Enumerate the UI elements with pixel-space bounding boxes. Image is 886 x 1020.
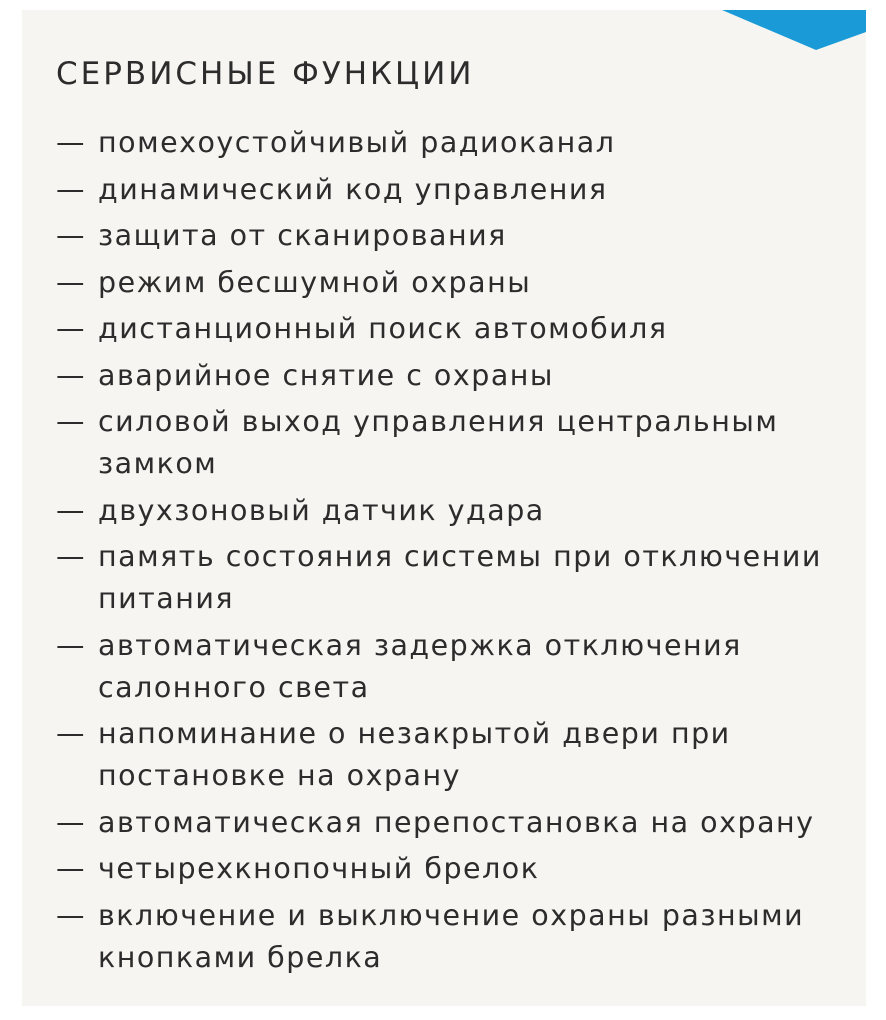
feature-text: напоминание о незакрытой двери при постановке на охрану — [98, 717, 731, 792]
feature-text: режим бесшумной охраны — [98, 265, 532, 299]
feature-text: память состояния системы при отключении питания — [98, 540, 822, 615]
dash-marker: — — [56, 898, 85, 932]
dash-marker: — — [56, 493, 85, 527]
feature-item — [56, 308, 846, 350]
dash-marker: — — [56, 852, 85, 885]
dash-marker: — — [56, 126, 85, 159]
feature-text: автоматическая перепостановка на охрану — [98, 805, 815, 839]
feature-text: аварийное снятие с охраны — [98, 358, 554, 392]
dash-marker: — — [56, 405, 85, 438]
feature-item — [56, 536, 846, 620]
feature-text: четырехкнопочный брелок — [98, 852, 540, 885]
feature-item — [56, 262, 846, 304]
feature-item — [56, 401, 846, 485]
blue-corner-decoration — [722, 10, 866, 50]
feature-text: помехоустойчивый радиоканал — [98, 126, 616, 159]
feature-item — [56, 215, 846, 257]
feature-list — [56, 122, 846, 983]
feature-text: двухзоновый датчик удара — [98, 493, 545, 527]
dash-marker: — — [56, 312, 85, 345]
feature-text: силовой выход управления центральным замком — [98, 405, 779, 480]
dash-marker: — — [56, 805, 85, 839]
dash-marker: — — [56, 265, 85, 299]
dash-marker: — — [56, 358, 85, 392]
feature-item — [56, 848, 846, 890]
feature-text: включение и выключение охраны разными кнопками брелка — [98, 898, 805, 974]
feature-item — [56, 355, 846, 397]
feature-item — [56, 895, 846, 979]
dash-marker: — — [56, 172, 85, 206]
feature-card — [22, 10, 866, 1006]
feature-item — [56, 490, 846, 532]
feature-item — [56, 802, 846, 844]
feature-item — [56, 122, 846, 164]
feature-item — [56, 169, 846, 211]
feature-text: защита от сканирования — [98, 219, 507, 252]
dash-marker: — — [56, 219, 85, 252]
feature-text: дистанционный поиск автомобиля — [98, 312, 668, 345]
feature-text: автоматическая задержка отключения салонного света — [98, 628, 742, 704]
dash-marker: — — [56, 628, 85, 662]
section-title: СЕРВИСНЫЕ ФУНКЦИИ — [56, 56, 475, 92]
feature-text: динамический код управления — [98, 172, 608, 206]
feature-item — [56, 625, 846, 709]
dash-marker: — — [56, 717, 85, 750]
dash-marker: — — [56, 540, 85, 573]
feature-item — [56, 713, 846, 797]
